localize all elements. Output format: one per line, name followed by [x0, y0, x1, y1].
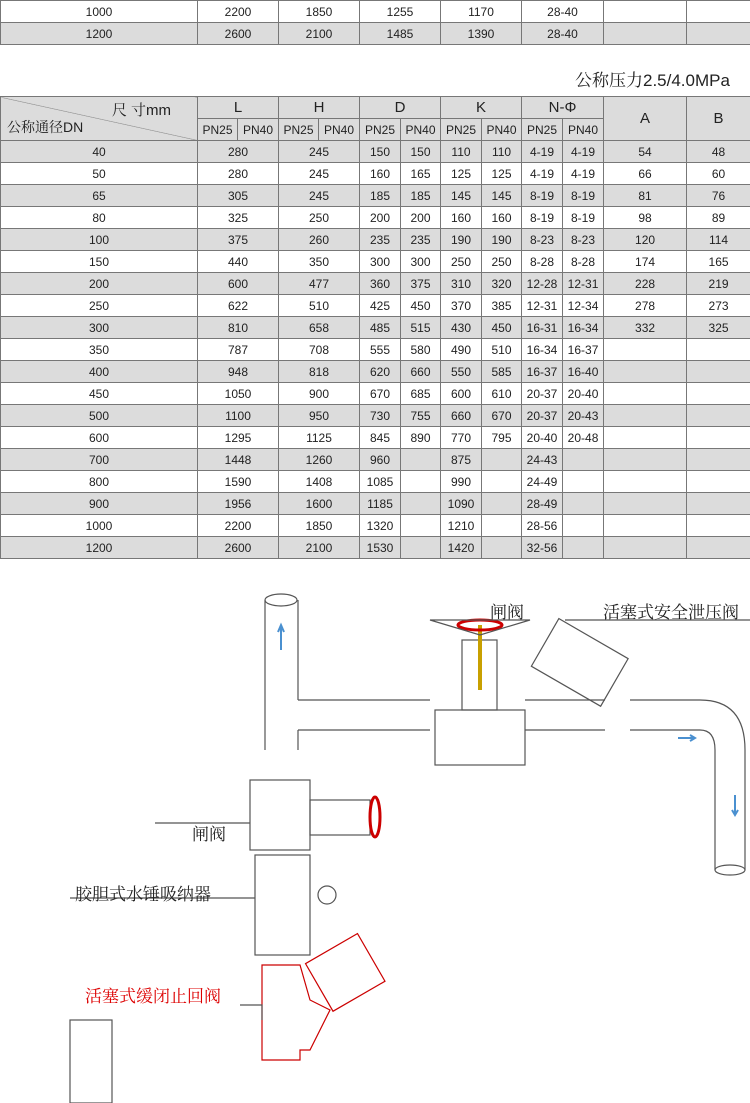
table-cell: 787 — [198, 339, 279, 361]
table-cell — [687, 427, 750, 449]
pipe-end — [265, 594, 297, 606]
table-cell: 20-37 — [522, 383, 563, 405]
header-B: B — [687, 97, 750, 141]
table-cell — [687, 449, 750, 471]
table-cell: 670 — [360, 383, 401, 405]
table-cell: 370 — [441, 295, 482, 317]
table-cell: 950 — [279, 405, 360, 427]
table-cell: 260 — [279, 229, 360, 251]
table-cell: 16-40 — [563, 361, 604, 383]
header-N: N-Φ — [522, 97, 604, 119]
table-cell: 8-23 — [522, 229, 563, 251]
table-cell: 1185 — [360, 493, 401, 515]
label-check-valve: 活塞式缓闭止回阀 — [85, 987, 221, 1006]
table-cell: 300 — [401, 251, 441, 273]
table-cell: 320 — [482, 273, 522, 295]
table-cell — [401, 449, 441, 471]
flow-arrow-icon — [278, 625, 284, 650]
table-row — [1, 427, 750, 449]
table-cell: 490 — [441, 339, 482, 361]
table-cell: 125 — [441, 163, 482, 185]
table-cell: 1590 — [198, 471, 279, 493]
table-cell: 660 — [401, 361, 441, 383]
label-relief-valve: 活塞式安全泄压阀 — [603, 603, 739, 622]
table-cell: 20-40 — [522, 427, 563, 449]
check-valve-body — [262, 965, 330, 1060]
table-cell: 845 — [360, 427, 401, 449]
table-cell: 125 — [482, 163, 522, 185]
gate-valve-top-body — [435, 710, 525, 765]
table-cell: 948 — [198, 361, 279, 383]
table-cell: 32-56 — [522, 537, 563, 559]
table-cell: 150 — [360, 141, 401, 163]
table-cell: 375 — [198, 229, 279, 251]
table-cell: 12-31 — [563, 273, 604, 295]
table-cell: 24-49 — [522, 471, 563, 493]
table-cell: 190 — [482, 229, 522, 251]
table-cell: 1200 — [1, 537, 198, 559]
table-cell: 670 — [482, 405, 522, 427]
table-cell: 245 — [279, 185, 360, 207]
table-cell: 1125 — [279, 427, 360, 449]
gate-valve-left-bonnet — [310, 800, 370, 835]
label-gate-valve-top: 闸阀 — [490, 603, 524, 622]
dn-header: 公称通径DN — [7, 119, 84, 135]
table-cell — [687, 23, 750, 45]
table-cell: 8-28 — [522, 251, 563, 273]
table-cell: 1408 — [279, 471, 360, 493]
table-cell: 350 — [1, 339, 198, 361]
table-row — [1, 471, 750, 493]
table-cell: 80 — [1, 207, 198, 229]
table-cell: 28-56 — [522, 515, 563, 537]
table-cell: 1956 — [198, 493, 279, 515]
subheader-pn: PN25 — [279, 119, 319, 141]
subheader-pn: PN25 — [198, 119, 238, 141]
table-cell: 76 — [687, 185, 750, 207]
table-cell: 425 — [360, 295, 401, 317]
table-cell — [482, 515, 522, 537]
table-row — [1, 361, 750, 383]
table-cell: 8-28 — [563, 251, 604, 273]
subheader-pn: PN25 — [360, 119, 401, 141]
table-cell — [687, 515, 750, 537]
table-cell: 770 — [441, 427, 482, 449]
table-row — [1, 251, 750, 273]
table-cell: 1485 — [360, 23, 441, 45]
dimension-table — [0, 96, 750, 559]
table-row — [1, 449, 750, 471]
table-cell: 150 — [1, 251, 198, 273]
table-cell — [604, 515, 687, 537]
table-cell: 20-43 — [563, 405, 604, 427]
table-cell: 235 — [360, 229, 401, 251]
table-cell: 174 — [604, 251, 687, 273]
table-row — [1, 405, 750, 427]
table-cell: 278 — [604, 295, 687, 317]
table-cell: 1295 — [198, 427, 279, 449]
table-cell: 325 — [198, 207, 279, 229]
table-cell: 8-23 — [563, 229, 604, 251]
table-cell: 50 — [1, 163, 198, 185]
table-cell: 16-37 — [522, 361, 563, 383]
table-cell: 485 — [360, 317, 401, 339]
table-cell: 16-34 — [563, 317, 604, 339]
table-cell: 150 — [401, 141, 441, 163]
table-cell: 700 — [1, 449, 198, 471]
table-row — [1, 295, 750, 317]
table-cell — [687, 1, 750, 23]
table-cell: 2600 — [198, 537, 279, 559]
table-cell: 81 — [604, 185, 687, 207]
table-cell: 500 — [1, 405, 198, 427]
table-cell: 1600 — [279, 493, 360, 515]
table-cell: 600 — [441, 383, 482, 405]
table-cell: 730 — [360, 405, 401, 427]
table-cell — [604, 405, 687, 427]
table-row — [1, 141, 750, 163]
table-cell: 114 — [687, 229, 750, 251]
table-cell: 1000 — [1, 515, 198, 537]
table-cell: 400 — [1, 361, 198, 383]
table-cell: 200 — [401, 207, 441, 229]
table-cell: 20-48 — [563, 427, 604, 449]
table-cell — [687, 383, 750, 405]
table-cell: 98 — [604, 207, 687, 229]
table-cell — [401, 537, 441, 559]
table-cell — [482, 471, 522, 493]
table-cell: 273 — [687, 295, 750, 317]
label-gate-valve-left: 闸阀 — [192, 825, 226, 844]
table-cell: 4-19 — [522, 163, 563, 185]
table-cell: 622 — [198, 295, 279, 317]
table-row — [1, 185, 750, 207]
table-cell: 12-34 — [563, 295, 604, 317]
table-cell: 219 — [687, 273, 750, 295]
table-cell: 610 — [482, 383, 522, 405]
table-cell — [604, 361, 687, 383]
table-cell: 600 — [198, 273, 279, 295]
table-row — [1, 23, 750, 45]
table-cell — [482, 449, 522, 471]
table-cell: 795 — [482, 427, 522, 449]
water-hammer-arrestor — [255, 855, 310, 955]
table-cell: 89 — [687, 207, 750, 229]
table-cell: 28-40 — [522, 1, 604, 23]
table-cell — [604, 449, 687, 471]
table-cell: 450 — [482, 317, 522, 339]
table-cell: 165 — [401, 163, 441, 185]
table-cell: 600 — [1, 427, 198, 449]
table-cell — [687, 537, 750, 559]
table-cell — [482, 493, 522, 515]
table-cell — [482, 537, 522, 559]
table-cell — [401, 471, 441, 493]
table-cell: 280 — [198, 141, 279, 163]
table-cell — [563, 449, 604, 471]
table-cell: 755 — [401, 405, 441, 427]
relief-valve-body — [531, 619, 628, 707]
table-cell: 550 — [441, 361, 482, 383]
table-cell: 325 — [687, 317, 750, 339]
table-cell: 818 — [279, 361, 360, 383]
table-row — [1, 273, 750, 295]
table-cell: 160 — [360, 163, 401, 185]
table-cell: 660 — [441, 405, 482, 427]
table-cell: 510 — [279, 295, 360, 317]
table-cell: 250 — [482, 251, 522, 273]
table-cell: 200 — [1, 273, 198, 295]
flow-arrow-icon — [678, 735, 695, 741]
table-cell: 235 — [401, 229, 441, 251]
table-cell: 16-31 — [522, 317, 563, 339]
subheader-pn: PN25 — [522, 119, 563, 141]
subheader-pn: PN25 — [441, 119, 482, 141]
table-cell: 310 — [441, 273, 482, 295]
table-cell: 685 — [401, 383, 441, 405]
table-cell: 28-40 — [522, 23, 604, 45]
table-cell: 800 — [1, 471, 198, 493]
table-cell: 54 — [604, 141, 687, 163]
table-cell: 1260 — [279, 449, 360, 471]
table-cell: 200 — [360, 207, 401, 229]
table-cell — [604, 339, 687, 361]
size-header: 尺 寸mm — [111, 102, 171, 119]
table-cell — [687, 339, 750, 361]
table-cell: 228 — [604, 273, 687, 295]
table-cell: 120 — [604, 229, 687, 251]
table-cell: 810 — [198, 317, 279, 339]
table-cell — [563, 471, 604, 493]
handwheel-icon — [370, 797, 380, 837]
table-row — [1, 515, 750, 537]
corner-header — [1, 97, 198, 141]
header-A: A — [604, 97, 687, 141]
table-cell — [604, 537, 687, 559]
table-cell: 40 — [1, 141, 198, 163]
table-cell — [687, 493, 750, 515]
table-cell: 2100 — [279, 537, 360, 559]
table-cell: 48 — [687, 141, 750, 163]
table-cell: 1050 — [198, 383, 279, 405]
pipe-end — [715, 865, 745, 875]
table-cell: 900 — [1, 493, 198, 515]
header-K: K — [441, 97, 522, 119]
table-cell: 2100 — [279, 23, 360, 45]
table-cell: 305 — [198, 185, 279, 207]
table-cell: 28-49 — [522, 493, 563, 515]
table-cell: 185 — [360, 185, 401, 207]
subheader-pn: PN40 — [319, 119, 360, 141]
piping-diagram — [0, 580, 750, 1103]
table-cell: 385 — [482, 295, 522, 317]
table-cell — [604, 471, 687, 493]
table-cell: 580 — [401, 339, 441, 361]
table-cell — [687, 361, 750, 383]
table-cell — [687, 471, 750, 493]
table-cell: 2600 — [198, 23, 279, 45]
table-cell: 12-31 — [522, 295, 563, 317]
table-cell — [604, 23, 687, 45]
header-D: D — [360, 97, 441, 119]
table-cell: 245 — [279, 163, 360, 185]
table-cell: 250 — [441, 251, 482, 273]
table-cell: 165 — [687, 251, 750, 273]
table-cell: 110 — [482, 141, 522, 163]
table-cell: 1200 — [1, 23, 198, 45]
table-cell — [401, 493, 441, 515]
table-cell: 350 — [279, 251, 360, 273]
table-cell — [563, 537, 604, 559]
table-cell: 1420 — [441, 537, 482, 559]
table-cell: 450 — [401, 295, 441, 317]
table-cell: 4-19 — [522, 141, 563, 163]
table-cell: 1850 — [279, 1, 360, 23]
table-cell: 1085 — [360, 471, 401, 493]
table-cell: 2200 — [198, 1, 279, 23]
table-cell: 1210 — [441, 515, 482, 537]
table-cell: 332 — [604, 317, 687, 339]
table-row — [1, 163, 750, 185]
table-cell: 658 — [279, 317, 360, 339]
table-cell: 145 — [441, 185, 482, 207]
table-cell: 1850 — [279, 515, 360, 537]
table-cell: 145 — [482, 185, 522, 207]
table-cell — [604, 493, 687, 515]
flow-arrow-icon — [732, 795, 738, 815]
table-cell: 16-34 — [522, 339, 563, 361]
table-cell: 4-19 — [563, 141, 604, 163]
table-cell: 4-19 — [563, 163, 604, 185]
table-cell: 875 — [441, 449, 482, 471]
check-valve-cap — [306, 934, 385, 1012]
table-cell: 1090 — [441, 493, 482, 515]
table-cell — [563, 515, 604, 537]
table-cell: 1100 — [198, 405, 279, 427]
table-cell: 990 — [441, 471, 482, 493]
table-cell — [604, 383, 687, 405]
table-row — [1, 339, 750, 361]
table-cell: 510 — [482, 339, 522, 361]
gate-valve-left-body — [250, 780, 310, 850]
subheader-pn: PN40 — [482, 119, 522, 141]
table-cell: 280 — [198, 163, 279, 185]
table-cell — [687, 405, 750, 427]
table-cell: 960 — [360, 449, 401, 471]
pressure-gauge-icon — [318, 886, 336, 904]
table-row — [1, 317, 750, 339]
table-cell: 300 — [360, 251, 401, 273]
table-cell: 250 — [1, 295, 198, 317]
table-cell: 100 — [1, 229, 198, 251]
table-cell: 1000 — [1, 1, 198, 23]
table-cell: 1530 — [360, 537, 401, 559]
table-cell: 1255 — [360, 1, 441, 23]
table-cell: 620 — [360, 361, 401, 383]
table-cell: 8-19 — [563, 207, 604, 229]
table-cell — [604, 427, 687, 449]
header-L: L — [198, 97, 279, 119]
table-cell: 1320 — [360, 515, 401, 537]
table-cell: 585 — [482, 361, 522, 383]
table-cell: 360 — [360, 273, 401, 295]
table-cell — [563, 493, 604, 515]
table-cell: 477 — [279, 273, 360, 295]
table-cell: 190 — [441, 229, 482, 251]
table-cell: 1390 — [441, 23, 522, 45]
subheader-pn: PN40 — [238, 119, 279, 141]
table-cell — [604, 1, 687, 23]
table-cell: 8-19 — [522, 185, 563, 207]
table-cell: 66 — [604, 163, 687, 185]
table-cell: 185 — [401, 185, 441, 207]
table-cell: 440 — [198, 251, 279, 273]
table-cell: 300 — [1, 317, 198, 339]
table-row — [1, 493, 750, 515]
table-cell: 160 — [482, 207, 522, 229]
pipes — [265, 600, 745, 870]
table-row — [1, 207, 750, 229]
table-cell: 708 — [279, 339, 360, 361]
table-cell: 20-37 — [522, 405, 563, 427]
table-cell: 160 — [441, 207, 482, 229]
table-cell: 12-28 — [522, 273, 563, 295]
table-row — [1, 229, 750, 251]
table-cell: 450 — [1, 383, 198, 405]
table-cell: 8-19 — [522, 207, 563, 229]
table-row — [1, 383, 750, 405]
table-cell: 60 — [687, 163, 750, 185]
header-H: H — [279, 97, 360, 119]
table-cell: 20-40 — [563, 383, 604, 405]
table-cell: 515 — [401, 317, 441, 339]
table-cell: 890 — [401, 427, 441, 449]
subheader-pn: PN40 — [401, 119, 441, 141]
table-cell: 65 — [1, 185, 198, 207]
table-cell: 375 — [401, 273, 441, 295]
table-cell: 430 — [441, 317, 482, 339]
table-cell: 1448 — [198, 449, 279, 471]
table-cell: 24-43 — [522, 449, 563, 471]
table-cell: 900 — [279, 383, 360, 405]
table-cell: 1170 — [441, 1, 522, 23]
table-cell: 245 — [279, 141, 360, 163]
subheader-pn: PN40 — [563, 119, 604, 141]
table-cell: 16-37 — [563, 339, 604, 361]
table-cell: 110 — [441, 141, 482, 163]
table-row — [1, 537, 750, 559]
top-spec-table — [0, 0, 750, 45]
pressure-title: 公称压力2.5/4.0MPa — [575, 71, 730, 90]
pump-motor — [70, 1020, 112, 1103]
label-water-hammer-arrestor: 胶胆式水锤吸纳器 — [75, 885, 211, 904]
table-row — [1, 1, 750, 23]
table-cell: 555 — [360, 339, 401, 361]
table-cell — [401, 515, 441, 537]
table-cell: 2200 — [198, 515, 279, 537]
table-cell: 8-19 — [563, 185, 604, 207]
table-cell: 250 — [279, 207, 360, 229]
